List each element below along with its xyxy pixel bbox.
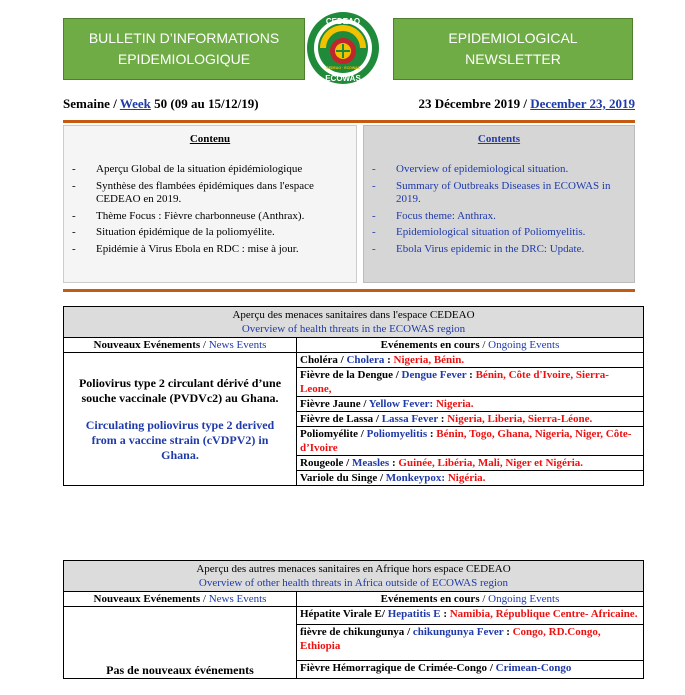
new-event-fr: Pas de nouveaux événements bbox=[106, 663, 254, 677]
col-header-ongoing bbox=[297, 592, 644, 607]
sep: / bbox=[487, 661, 496, 674]
col-header-new-fr: Nouveaux Evénements bbox=[93, 339, 201, 351]
logo-text-top: CEDEAO bbox=[325, 17, 361, 26]
list-item: - Thème Focus : Fièvre charbonneuse (Anthrax). bbox=[72, 210, 350, 224]
date-sep: / bbox=[520, 96, 531, 111]
disease-en: Cholera bbox=[346, 354, 385, 366]
africa-threats-table bbox=[63, 560, 644, 679]
new-event-en: Circulating poliovirus type 2 derived from a vaccine strain (cVDPV2) in Ghana. bbox=[85, 417, 275, 462]
new-event-cell bbox=[64, 353, 297, 486]
week-range: 50 (09 au 15/12/19) bbox=[150, 96, 259, 111]
disease-en: Monkeypox: bbox=[385, 472, 446, 484]
orange-divider bbox=[63, 289, 635, 292]
col-header-new-en: News Events bbox=[208, 593, 267, 605]
colon: : bbox=[389, 457, 399, 469]
colon: : bbox=[384, 354, 394, 366]
disease-en: Measles bbox=[351, 457, 390, 469]
countries: Nigeria, Bénin. bbox=[393, 354, 465, 366]
col-header-new bbox=[64, 592, 297, 607]
col-sep: / bbox=[200, 593, 209, 605]
disease-fr: Rougeole bbox=[300, 457, 344, 469]
table-row bbox=[297, 456, 644, 471]
contents-list-fr bbox=[64, 163, 356, 256]
countries: Namibia, République Centre- Africaine. bbox=[449, 608, 638, 620]
sep: / bbox=[358, 428, 367, 440]
col-header-ongoing-en: Ongoing Events bbox=[488, 339, 560, 351]
date-fr: 23 Décembre 2019 bbox=[418, 96, 521, 111]
disease-fr: Variole du Singe bbox=[300, 472, 378, 484]
col-header-new bbox=[64, 338, 297, 353]
disease-fr: Hépatite Virale E bbox=[300, 608, 382, 620]
header-title-en-line2: NEWSLETTER bbox=[465, 51, 561, 67]
disease-fr: Fièvre de Lassa bbox=[300, 413, 374, 425]
sep: / bbox=[343, 457, 352, 469]
disease-en: Lassa Fever bbox=[381, 413, 439, 425]
colon: : bbox=[440, 608, 450, 620]
table-row bbox=[297, 397, 644, 412]
contents-section bbox=[63, 125, 635, 283]
colon: : bbox=[466, 369, 476, 381]
list-item: - Epidemiological situation of Poliomyelitis. bbox=[372, 226, 628, 240]
ecowas-logo bbox=[306, 11, 380, 85]
table-row bbox=[297, 607, 644, 625]
countries: Congo, RD.Congo, Ethiopia bbox=[300, 626, 601, 653]
header-title-en-line1: EPIDEMIOLOGICAL bbox=[448, 30, 578, 46]
slash: / bbox=[381, 608, 388, 620]
table-title-fr: Aperçu des menaces sanitaires dans l'espace CEDEAO bbox=[232, 309, 475, 321]
week-label-en: Week bbox=[119, 96, 151, 111]
logo-text-bottom: ECOWAS bbox=[325, 74, 361, 83]
logo-band-text: CEDEAO · ECOWAS bbox=[326, 66, 360, 70]
disease-fr: Choléra bbox=[300, 354, 338, 366]
sep: / bbox=[337, 354, 347, 366]
disease-en: Crimean-Congo bbox=[495, 661, 572, 674]
table-title bbox=[64, 307, 644, 338]
disease-en: Poliomyelitis bbox=[366, 428, 428, 440]
disease-fr: Poliomyélite bbox=[300, 428, 359, 440]
new-event-cell bbox=[64, 607, 297, 679]
issue-date bbox=[419, 96, 636, 112]
week-sep: / bbox=[109, 96, 120, 111]
contents-fr-box bbox=[63, 125, 357, 283]
col-sep: / bbox=[479, 339, 489, 351]
ecowas-threats-table bbox=[63, 306, 644, 486]
sep: / bbox=[404, 626, 413, 639]
contents-en-box bbox=[363, 125, 635, 283]
col-sep: / bbox=[200, 339, 209, 351]
countries: Bénin, Côte d'Ivoire, Sierra-Leone, bbox=[300, 369, 609, 395]
disease-en: Hepatitis E bbox=[387, 608, 441, 620]
table-title-fr: Aperçu des autres menaces sanitaires en Afrique hors espace CEDEAO bbox=[196, 563, 511, 575]
list-item: - Situation épidémique de la poliomyélite. bbox=[72, 226, 350, 240]
list-item: - Summary of Outbreaks Diseases in ECOWAS in 2019. bbox=[372, 180, 628, 207]
date-en: December 23, 2019 bbox=[530, 96, 635, 111]
list-item: - Overview of epidemiological situation. bbox=[372, 163, 628, 177]
disease-en: Yellow Fever: bbox=[368, 398, 434, 410]
sep: / bbox=[377, 472, 386, 484]
col-header-ongoing bbox=[297, 338, 644, 353]
list-item: - Focus theme: Anthrax. bbox=[372, 210, 628, 224]
disease-fr: Fièvre Hémorragique de Crimée-Congo bbox=[300, 661, 488, 674]
list-item: - Aperçu Global de la situation épidémiologique bbox=[72, 163, 350, 177]
countries: Bénin, Togo, Ghana, Nigeria, Niger, Côte-d’Ivoire bbox=[300, 428, 632, 454]
list-item: - Ebola Virus epidemic in the DRC: Update. bbox=[372, 243, 628, 257]
disease-en: Dengue Fever bbox=[401, 369, 467, 381]
col-header-new-en: News Events bbox=[208, 339, 267, 351]
table-row bbox=[297, 353, 644, 368]
sep: / bbox=[373, 413, 382, 425]
table-title-en: Overview of health threats in the ECOWAS region bbox=[241, 323, 466, 335]
disease-fr: Fièvre Jaune bbox=[300, 398, 361, 410]
colon: : bbox=[503, 626, 513, 639]
disease-fr: fièvre de chikungunya bbox=[300, 626, 405, 639]
sep: / bbox=[360, 398, 369, 410]
contents-title-fr: Contenu bbox=[189, 133, 231, 145]
countries: Nigeria, Liberia, Sierra-Léone. bbox=[447, 413, 593, 425]
table-row bbox=[297, 471, 644, 486]
countries: Nigeria. bbox=[435, 398, 474, 410]
header-title-fr bbox=[63, 18, 305, 80]
col-header-new-fr: Nouveaux Evénements bbox=[93, 593, 201, 605]
colon: : bbox=[427, 428, 437, 440]
table-row bbox=[297, 427, 644, 456]
orange-divider bbox=[63, 120, 635, 123]
countries: Guinée, Libéria, Mali, Niger et Nigéria. bbox=[398, 457, 584, 469]
header-title-fr-line2: EPIDEMIOLOGIQUE bbox=[117, 51, 251, 67]
header-title-en bbox=[393, 18, 633, 80]
countries: Nigéria. bbox=[447, 472, 486, 484]
col-sep: / bbox=[479, 593, 489, 605]
list-item: - Epidémie à Virus Ebola en RDC : mise à jour. bbox=[72, 243, 350, 257]
table-title bbox=[64, 561, 644, 592]
disease-en: chikungunya Fever bbox=[412, 626, 504, 639]
contents-title-en: Contents bbox=[477, 133, 521, 145]
col-header-ongoing-fr: Evénements en cours bbox=[380, 339, 480, 351]
table-row bbox=[297, 625, 644, 660]
col-header-ongoing-en: Ongoing Events bbox=[488, 593, 560, 605]
new-event-fr: Poliovirus type 2 circulant dérivé d’une souche vaccinale (PVDVc2) au Ghana. bbox=[78, 375, 282, 405]
sep: / bbox=[392, 369, 402, 381]
week-line bbox=[63, 96, 635, 112]
col-header-ongoing-fr: Evénements en cours bbox=[380, 593, 480, 605]
table-row bbox=[297, 412, 644, 427]
table-row bbox=[297, 660, 644, 678]
table-row bbox=[297, 368, 644, 397]
colon: : bbox=[438, 413, 448, 425]
disease-fr: Fièvre de la Dengue bbox=[300, 369, 393, 381]
table-title-en: Overview of other health threats in Africa outside of ECOWAS region bbox=[198, 577, 509, 589]
week-label-fr: Semaine bbox=[63, 96, 110, 111]
header-title-fr-line1: BULLETIN D’INFORMATIONS bbox=[88, 30, 280, 46]
list-item: - Synthèse des flambées épidémiques dans l'espace CEDEAO en 2019. bbox=[72, 180, 350, 207]
contents-list-en bbox=[364, 163, 634, 256]
